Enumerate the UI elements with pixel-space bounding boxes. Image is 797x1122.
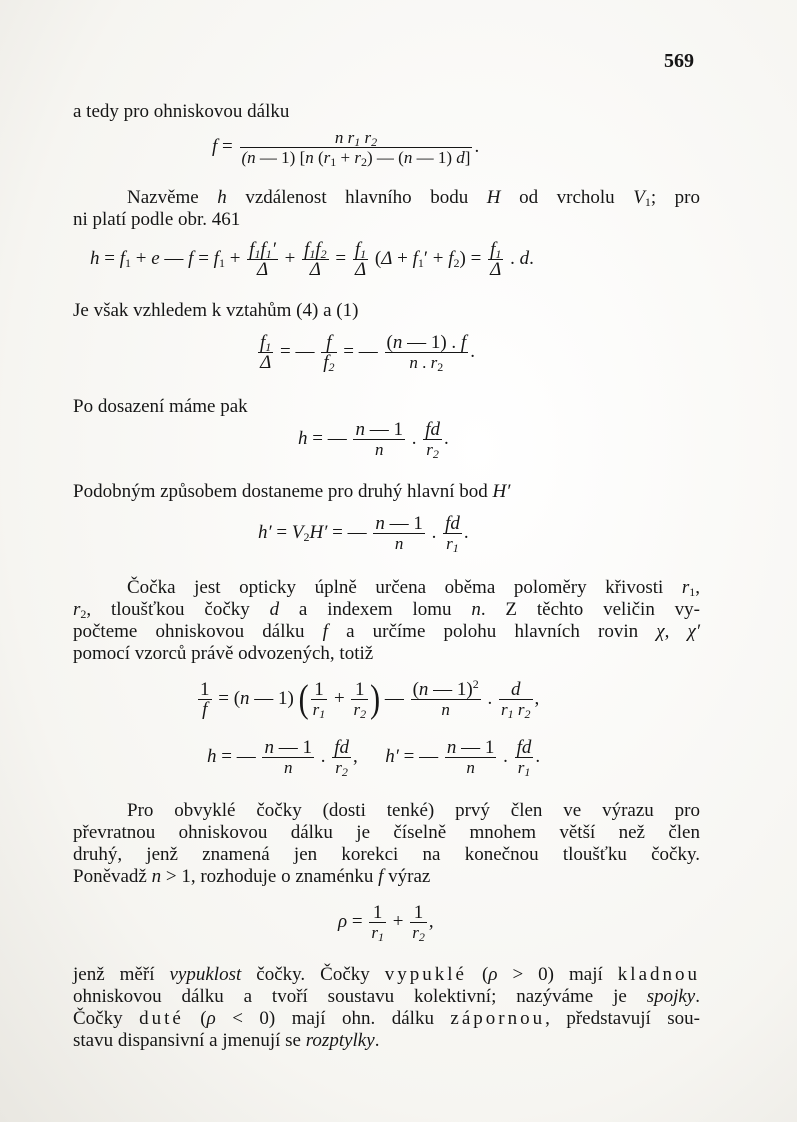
paragraph-1: a tedy pro ohniskovou dálku bbox=[73, 101, 290, 122]
paragraph-6: Čočka jest opticky úplně určena oběma poloměry křivosti $r_1$, $r_2$, tloušťkou čočky d a indexem lomu n. Z těchto veličin vy- počteme ohniskovou dálku f a určíme polohu hlavních rovin χ, χ′ pomocí vzorců právě odvozených, totiž bbox=[73, 577, 701, 664]
page-number: 569 bbox=[664, 50, 694, 72]
equation-6: $\frac{1}{f}$ = (n — 1) ( $\frac{1}{r_1}$ + $\frac{1}{r_2}$ ) — $\frac{(n — 1)^2}{n}$ . $\frac{d}{r_1 r_2}$ , bbox=[200, 677, 540, 721]
equation-7: h = — $\frac{n — 1}{n}$ . $\frac{fd}{r_2}$ , h′ = — $\frac{n — 1}{n}$ . $\frac{fd}{r_1}$ . bbox=[207, 737, 541, 779]
paragraph-3: Je však vzhledem k vztahům (4) a (1) bbox=[73, 300, 359, 321]
paragraph-5: Podobným způsobem dostaneme pro druhý hlavní bod H′ bbox=[73, 481, 511, 502]
paragraph-8: jenž měří vypuklost čočky. Čočky vypuklé (ρ > 0) mají kladnou ohniskovou dálku a tvoří soustavu kolektivní; nazýváme je spojky. Čočky duté (ρ < 0) mají ohn. dálku zápornou, představují sou- stavu dispansivní a jmenují se rozptylky. bbox=[73, 964, 701, 1051]
equation-3: $\frac{f_1}{\Delta}$ = — $\frac{f}{f_2}$ = — $\frac{(n — 1) . f}{n . r_2}$ . bbox=[260, 332, 475, 374]
equation-8: ρ = $\frac{1}{r_1}$ + $\frac{1}{r_2}$ , bbox=[338, 902, 434, 944]
equation-1: f = $\frac{n r_1 r_2}{(n — 1) [n (r_1 + r_2) — (n — 1) d]}$ . bbox=[212, 128, 480, 169]
paragraph-2: Nazvěme h vzdálenost hlavního bodu H od vrcholu $V_1$; pro ni platí podle obr. 461 bbox=[73, 187, 701, 230]
equation-5: $h' = V_2H'$ = — $\frac{n — 1}{n}$ . $\frac{fd}{r_1}$ . bbox=[258, 513, 469, 555]
paragraph-7: Pro obvyklé čočky (dosti tenké) prvý člen ve výrazu pro převratnou ohniskovou dálku je číselně mnohem větší než člen druhý, jenž znamená jen korekci na konečnou tloušťku čočky. Poněvadž n > 1, rozhoduje o znaménku f výraz bbox=[73, 800, 700, 887]
paragraph-4: Po dosazení máme pak bbox=[73, 396, 248, 417]
equation-2: $h = f_1 + e$ — $f = f_1$ + $\frac{f_1f_1'}{\Delta}$ + $\frac{f_1f_2}{\Delta}$ = $\frac{f_1}{\Delta}$ $(\Delta + f_1' + f_2)$ = $\frac{f_1}{\Delta}$ . d. bbox=[90, 239, 534, 280]
equation-4: h = — $\frac{n — 1}{n}$ . $\frac{fd}{r_2}$ . bbox=[298, 419, 449, 461]
